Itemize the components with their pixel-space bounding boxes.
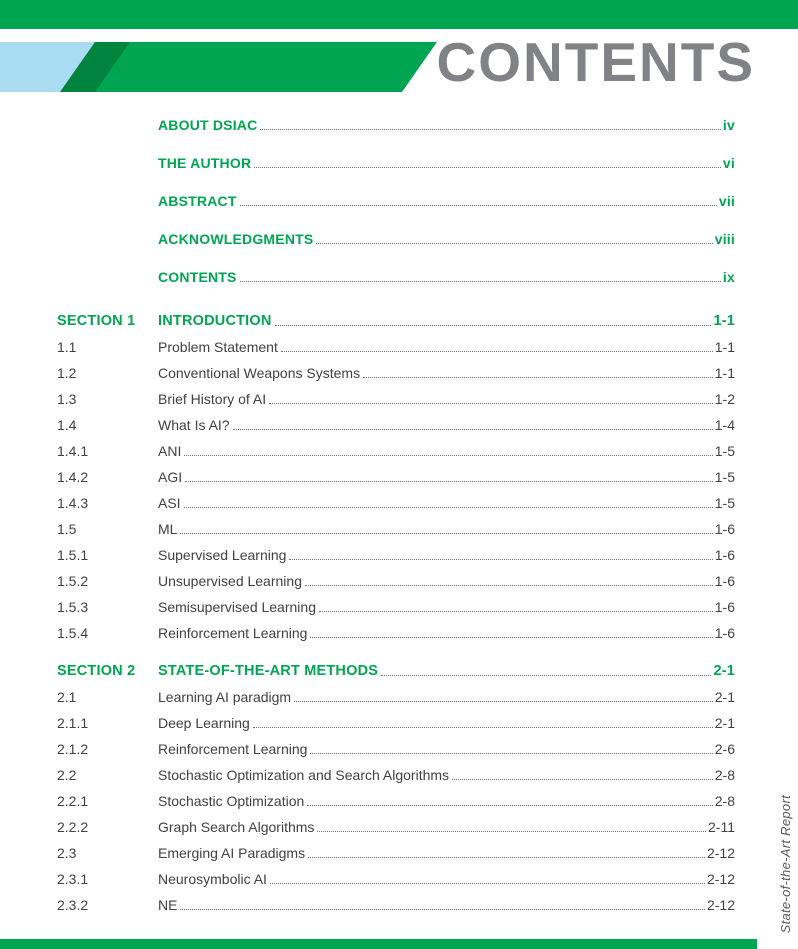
toc-entry-title: Brief History of AI (158, 391, 267, 407)
toc-entry-main (158, 547, 735, 563)
toc-row (57, 658, 735, 684)
toc-entry-page: 1-4 (714, 417, 735, 433)
toc-entry-title: Unsupervised Learning (158, 573, 302, 589)
toc-entry-page: 1-5 (714, 469, 735, 485)
dotted-leader (233, 429, 713, 430)
toc-entry-number: 1.4 (57, 417, 77, 433)
toc-entry-number: 1.3 (57, 391, 77, 407)
toc-row (57, 438, 735, 464)
toc-row (57, 620, 735, 646)
dotted-leader (180, 533, 712, 534)
toc-entry-title: Reinforcement Learning (158, 625, 308, 641)
toc-entry-page: iv (722, 117, 735, 133)
toc-entry-title: ASI (158, 495, 181, 511)
dotted-leader (240, 205, 717, 206)
toc-entry-title: ACKNOWLEDGMENTS (158, 231, 314, 247)
toc-entry-page: 1-5 (714, 443, 735, 459)
toc-entry-main (158, 117, 735, 133)
toc-row (57, 258, 735, 296)
toc-entry-title: Graph Search Algorithms (158, 819, 315, 835)
dotted-leader (307, 805, 712, 806)
toc-row (57, 106, 735, 144)
toc-entry-main (158, 313, 735, 329)
toc-entry-title: Reinforcement Learning (158, 741, 308, 757)
toc-entry-main (158, 871, 735, 887)
toc-entry-page: vii (718, 193, 735, 209)
toc-entry-number: 1.5.2 (57, 573, 89, 589)
toc-entry-page: 2-1 (714, 715, 735, 731)
toc-entry-title: Emerging AI Paradigms (158, 845, 306, 861)
toc-row (57, 360, 735, 386)
toc-entry-page: 2-12 (706, 845, 735, 861)
table-of-contents (57, 106, 735, 918)
toc-entry-page: 1-2 (714, 391, 735, 407)
dotted-leader (275, 325, 712, 326)
toc-entry-main (158, 793, 735, 809)
dotted-leader (452, 779, 713, 780)
toc-entry-page: 1-1 (714, 365, 735, 381)
toc-entry-number: 1.4.3 (57, 495, 89, 511)
toc-entry-page: 1-1 (714, 339, 735, 355)
toc-entry-main (158, 269, 735, 285)
toc-entry-number: 1.4.1 (57, 443, 89, 459)
toc-entry-number: 1.5.1 (57, 547, 89, 563)
toc-entry-title: ABOUT DSIAC (158, 117, 258, 133)
toc-entry-title: Learning AI paradigm (158, 689, 292, 705)
toc-row (57, 144, 735, 182)
toc-row (57, 866, 735, 892)
toc-entry-title: Problem Statement (158, 339, 278, 355)
toc-row (57, 568, 735, 594)
toc-entry-title: INTRODUCTION (158, 313, 272, 329)
toc-entry-number: 1.2 (57, 365, 77, 381)
toc-row (57, 710, 735, 736)
toc-entry-number: 1.4.2 (57, 469, 89, 485)
toc-entry-title: Stochastic Optimization (158, 793, 305, 809)
toc-entry-title: AGI (158, 469, 183, 485)
toc-entry-title: Supervised Learning (158, 547, 287, 563)
toc-row (57, 464, 735, 490)
toc-entry-number: 2.3.2 (57, 897, 89, 913)
toc-entry-page: 2-12 (706, 871, 735, 887)
toc-entry-page: 2-11 (708, 819, 735, 835)
toc-entry-main (158, 625, 735, 641)
dotted-leader (180, 909, 705, 910)
toc-entry-page: 1-6 (714, 521, 735, 537)
toc-row (57, 594, 735, 620)
dotted-leader (185, 481, 713, 482)
toc-entry-page: 1-1 (713, 313, 735, 329)
toc-entry-number: 2.2.2 (57, 819, 89, 835)
toc-entry-main (158, 741, 735, 757)
dotted-leader (269, 403, 713, 404)
dotted-leader (310, 753, 712, 754)
toc-entry-main (158, 339, 735, 355)
toc-entry-number: 2.1.1 (57, 715, 89, 731)
toc-row (57, 182, 735, 220)
toc-row (57, 762, 735, 788)
toc-row (57, 334, 735, 360)
toc-entry-title: Neurosymbolic AI (158, 871, 267, 887)
toc-entry-number: 1.1 (57, 339, 77, 355)
dotted-leader (270, 883, 705, 884)
toc-entry-page: 2-1 (714, 689, 735, 705)
toc-entry-title: CONTENTS (158, 269, 237, 285)
toc-entry-title: Deep Learning (158, 715, 250, 731)
toc-entry-main (158, 599, 735, 615)
toc-entry-title: ABSTRACT (158, 193, 237, 209)
toc-entry-page: vi (722, 155, 735, 171)
toc-entry-main (158, 365, 735, 381)
toc-row (57, 308, 735, 334)
toc-row (57, 736, 735, 762)
toc-entry-page: 2-12 (706, 897, 735, 913)
toc-row (57, 788, 735, 814)
toc-entry-page: 1-6 (714, 599, 735, 615)
toc-entry-number: 2.3 (57, 845, 77, 861)
toc-entry-main (158, 845, 735, 861)
toc-entry-title: Stochastic Optimization and Search Algorithms (158, 767, 450, 783)
toc-entry-page: ix (722, 269, 735, 285)
toc-entry-title: ML (158, 521, 178, 537)
toc-entry-main (158, 573, 735, 589)
dotted-leader (254, 167, 721, 168)
dotted-leader (289, 559, 712, 560)
toc-entry-title: What Is AI? (158, 417, 230, 433)
toc-entry-page: 2-6 (714, 741, 735, 757)
toc-entry-number: 1.5.3 (57, 599, 89, 615)
bottom-accent-bar (0, 939, 757, 949)
toc-entry-main (158, 391, 735, 407)
toc-entry-title: NE (158, 897, 178, 913)
dotted-leader (381, 675, 711, 676)
dotted-leader (240, 281, 721, 282)
toc-entry-page: 1-6 (714, 573, 735, 589)
toc-entry-title: Semisupervised Learning (158, 599, 316, 615)
toc-entry-main (158, 819, 735, 835)
page-title: CONTENTS (436, 31, 755, 93)
dotted-leader (281, 351, 713, 352)
dotted-leader (316, 243, 712, 244)
report-spine-text: State-of-the-Art Report (778, 794, 793, 933)
dotted-leader (308, 857, 705, 858)
toc-row (57, 516, 735, 542)
dotted-leader (294, 701, 713, 702)
toc-entry-number: 1.5.4 (57, 625, 89, 641)
toc-entry-title: Conventional Weapons Systems (158, 365, 361, 381)
toc-entry-page: 1-5 (714, 495, 735, 511)
toc-entry-main (158, 469, 735, 485)
toc-entry-number: SECTION 1 (57, 313, 136, 329)
toc-entry-main (158, 155, 735, 171)
toc-entry-main (158, 495, 735, 511)
toc-row (57, 892, 735, 918)
toc-row (57, 840, 735, 866)
toc-entry-title: ANI (158, 443, 182, 459)
toc-entry-main (158, 521, 735, 537)
toc-entry-page: viii (714, 231, 735, 247)
toc-entry-main (158, 663, 735, 679)
toc-entry-page: 2-8 (714, 793, 735, 809)
toc-entry-main (158, 193, 735, 209)
dotted-leader (184, 455, 712, 456)
toc-entry-main (158, 689, 735, 705)
dotted-leader (305, 585, 713, 586)
toc-entry-main (158, 715, 735, 731)
toc-entry-number: 1.5 (57, 521, 77, 537)
toc-entry-main (158, 417, 735, 433)
dotted-leader (310, 637, 712, 638)
toc-entry-page: 1-6 (714, 547, 735, 563)
toc-entry-number: 2.1.2 (57, 741, 89, 757)
top-accent-bar (0, 0, 798, 29)
toc-row (57, 490, 735, 516)
toc-entry-main (158, 443, 735, 459)
toc-entry-main (158, 897, 735, 913)
dotted-leader (317, 831, 706, 832)
toc-entry-main (158, 231, 735, 247)
toc-entry-page: 1-6 (714, 625, 735, 641)
toc-row (57, 412, 735, 438)
toc-row (57, 684, 735, 710)
dotted-leader (184, 507, 713, 508)
toc-entry-main (158, 767, 735, 783)
dotted-leader (253, 727, 713, 728)
dotted-leader (363, 377, 713, 378)
toc-entry-page: 2-1 (713, 663, 735, 679)
toc-entry-number: SECTION 2 (57, 663, 136, 679)
toc-entry-title: THE AUTHOR (158, 155, 252, 171)
toc-row (57, 814, 735, 840)
toc-row (57, 386, 735, 412)
toc-entry-page: 2-8 (714, 767, 735, 783)
toc-row (57, 220, 735, 258)
toc-entry-number: 2.3.1 (57, 871, 89, 887)
toc-row (57, 542, 735, 568)
dotted-leader (260, 129, 721, 130)
toc-entry-number: 2.1 (57, 689, 77, 705)
toc-entry-number: 2.2.1 (57, 793, 89, 809)
toc-entry-title: STATE-OF-THE-ART METHODS (158, 663, 379, 679)
toc-entry-number: 2.2 (57, 767, 77, 783)
dotted-leader (319, 611, 713, 612)
